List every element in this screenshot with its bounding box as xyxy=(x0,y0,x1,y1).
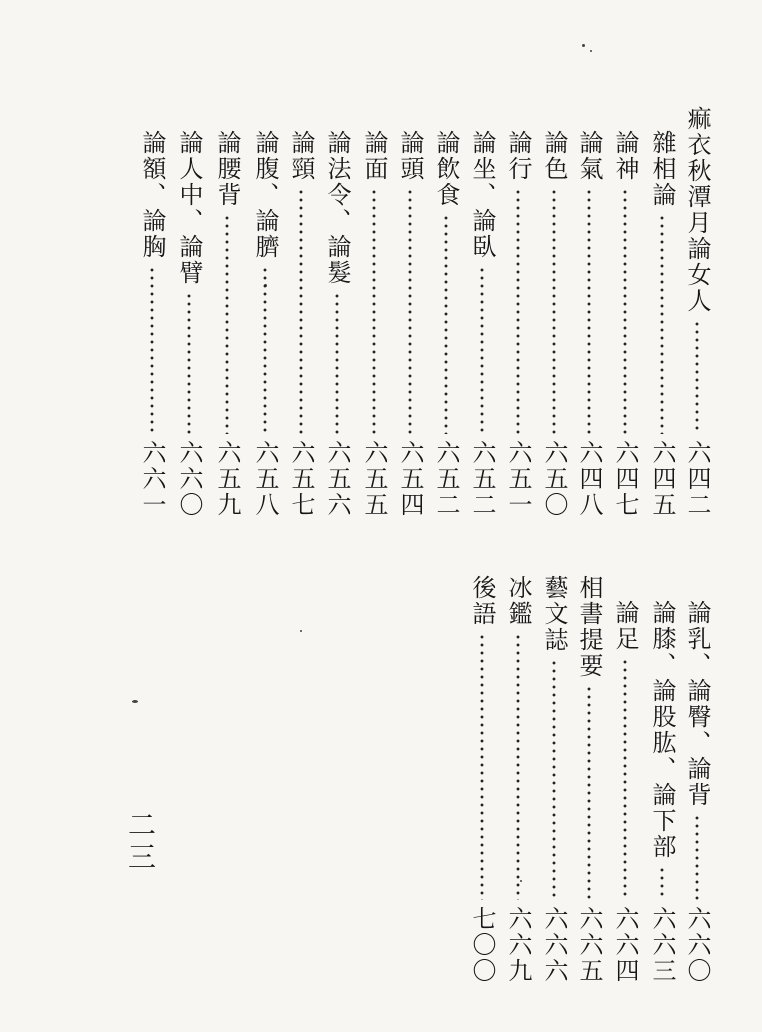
toc-entry-title: 論足 xyxy=(611,600,639,652)
toc-entry-title: 相書提要 xyxy=(575,575,603,679)
toc-entry-title: 論法令、論髮 xyxy=(323,130,351,286)
toc-entry-title: 論額、論胸 xyxy=(138,130,166,260)
toc-entry-page: 六六四 xyxy=(611,906,639,984)
scan-speck xyxy=(582,44,585,47)
toc-entry-title: 論面 xyxy=(360,130,388,182)
toc-entry-page: 六六〇 xyxy=(175,440,203,518)
toc-entry-title: 論頭 xyxy=(396,130,424,182)
dot-leader xyxy=(516,633,520,900)
dot-leader xyxy=(335,292,339,434)
toc-entry-page: 六五一 xyxy=(504,440,532,518)
dot-leader xyxy=(587,685,591,900)
dot-leader xyxy=(552,659,556,900)
toc-entry[interactable] xyxy=(284,130,318,518)
toc-entry-page: 六五〇 xyxy=(540,440,568,518)
dot-leader xyxy=(623,658,627,900)
toc-entry[interactable] xyxy=(393,130,427,518)
toc-entry-title: 論氣 xyxy=(575,130,603,182)
toc-entry-title: 論神 xyxy=(611,130,639,182)
toc-entry-page: 六四七 xyxy=(611,440,639,518)
dot-leader xyxy=(480,633,484,900)
toc-entry-page: 六五八 xyxy=(251,440,279,518)
toc-entry[interactable] xyxy=(645,600,679,984)
toc-entry[interactable] xyxy=(608,130,642,518)
toc-entry[interactable] xyxy=(645,130,679,518)
toc-entry-page: 六六〇 xyxy=(683,906,711,984)
dot-leader xyxy=(480,266,484,434)
toc-entry-page: 六五二 xyxy=(468,440,496,518)
dot-leader xyxy=(587,188,591,434)
dot-leader xyxy=(516,188,520,434)
toc-entry-title: 論坐、論臥 xyxy=(468,130,496,260)
toc-entry-title: 論腹、論臍 xyxy=(251,130,279,260)
dot-leader xyxy=(552,188,556,434)
toc-entry-page: 六五九 xyxy=(213,440,241,518)
toc-entry-page: 六五六 xyxy=(323,440,351,518)
toc-entry[interactable] xyxy=(572,130,606,518)
toc-entry[interactable] xyxy=(608,600,642,984)
dot-leader xyxy=(299,188,303,434)
scan-speck xyxy=(132,700,138,703)
toc-entry[interactable] xyxy=(429,130,463,518)
dot-leader xyxy=(660,866,664,900)
toc-entry-page: 六六六 xyxy=(540,906,568,984)
dot-leader xyxy=(695,320,699,434)
toc-entry-title: 論腰背 xyxy=(213,130,241,208)
dot-leader xyxy=(444,214,448,434)
toc-entry[interactable] xyxy=(320,130,354,518)
page-number: 二三 xyxy=(124,810,157,874)
toc-entry[interactable] xyxy=(465,130,499,518)
toc-entry-page: 六四五 xyxy=(648,440,676,518)
dot-leader xyxy=(695,814,699,900)
toc-entry[interactable] xyxy=(210,130,244,518)
toc-entry-page: 七〇〇 xyxy=(468,906,496,984)
toc-entry-title: 冰鑑 xyxy=(504,575,532,627)
toc-entry-page: 六四二 xyxy=(683,440,711,518)
toc-entry-title: 論膝、論股肱、論下部 xyxy=(648,600,676,860)
toc-entry-page: 六六三 xyxy=(648,906,676,984)
dot-leader xyxy=(372,188,376,434)
toc-entry-title: 後語 xyxy=(468,575,496,627)
toc-entry-title: 雜相論 xyxy=(648,130,676,208)
toc-entry-page: 六五五 xyxy=(360,440,388,518)
toc-entry-page: 六六五 xyxy=(575,906,603,984)
toc-entry-page: 六六一 xyxy=(138,440,166,518)
dot-leader xyxy=(623,188,627,434)
toc-entry-title: 痲衣秋潭月論女人 xyxy=(683,106,711,314)
toc-entry[interactable] xyxy=(680,106,714,518)
toc-entry[interactable] xyxy=(537,130,571,518)
dot-leader xyxy=(187,292,191,434)
toc-entry-title: 論乳、論臀、論背 xyxy=(683,600,711,808)
toc-entry[interactable] xyxy=(248,130,282,518)
toc-entry[interactable] xyxy=(357,130,391,518)
toc-entry-title: 論頸 xyxy=(287,130,315,182)
toc-entry-page: 六六九 xyxy=(504,906,532,984)
toc-entry-page: 六五七 xyxy=(287,440,315,518)
toc-entry-title: 論色 xyxy=(540,130,568,182)
toc-entry-title: 藝文誌 xyxy=(540,575,568,653)
dot-leader xyxy=(225,214,229,434)
dot-leader xyxy=(660,214,664,434)
toc-entry[interactable] xyxy=(135,130,169,518)
toc-entry[interactable] xyxy=(680,600,714,984)
toc-entry[interactable] xyxy=(572,575,606,984)
toc-entry-title: 論飲食 xyxy=(432,130,460,208)
dot-leader xyxy=(408,188,412,434)
toc-entry[interactable] xyxy=(501,575,535,984)
toc-entry-page: 六五四 xyxy=(396,440,424,518)
toc-entry[interactable] xyxy=(501,130,535,518)
toc-entry[interactable] xyxy=(537,575,571,984)
toc-entry-title: 論人中、論臂 xyxy=(175,130,203,286)
dot-leader xyxy=(150,266,154,434)
toc-entry[interactable] xyxy=(172,130,206,518)
toc-entry-page: 六五二 xyxy=(432,440,460,518)
scan-speck xyxy=(590,50,592,52)
dot-leader xyxy=(263,266,267,434)
toc-entry[interactable] xyxy=(465,575,499,984)
scan-speck xyxy=(300,630,302,632)
toc-entry-title: 論行 xyxy=(504,130,532,182)
toc-entry-page: 六四八 xyxy=(575,440,603,518)
